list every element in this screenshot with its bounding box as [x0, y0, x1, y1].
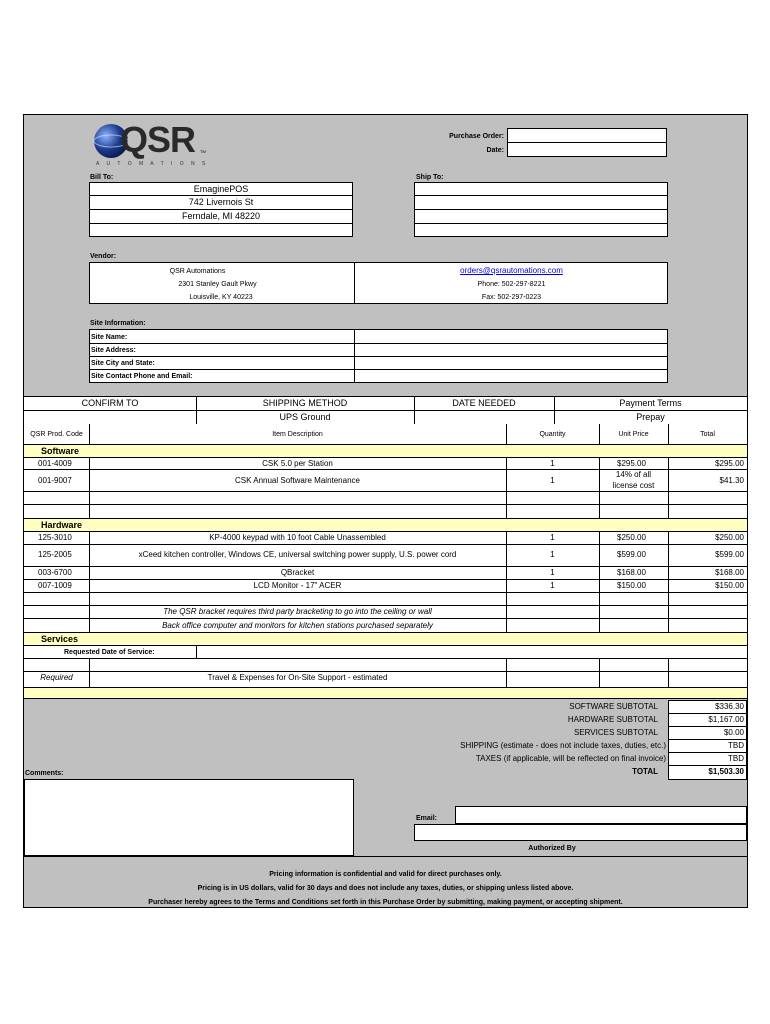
shipping-method-value: UPS Ground — [279, 412, 331, 422]
date-field[interactable] — [507, 142, 667, 157]
bill-to-line-1: EmaginePOS — [193, 184, 249, 194]
po-number-field[interactable] — [507, 128, 667, 143]
footer-line-1: Pricing information is confidential and valid for direct purchases only. — [269, 871, 502, 878]
authorized-by-label: Authorized By — [528, 845, 576, 852]
col-code-header: QSR Prod. Code — [30, 431, 83, 438]
table-row-description: CSK 5.0 per Station — [262, 459, 333, 468]
software-subtotal-label: SOFTWARE SUBTOTAL — [569, 702, 658, 711]
vendor-label: Vendor: — [90, 253, 117, 260]
table-row-total: $150.00 — [715, 581, 744, 590]
site-info-box[interactable] — [89, 329, 668, 383]
table-row-unit-price: $250.00 — [617, 533, 646, 542]
services-subtotal-label: SERVICES SUBTOTAL — [573, 728, 658, 737]
requested-date-label: Requested Date of Service: — [64, 649, 155, 656]
ship-to-box[interactable] — [414, 182, 668, 237]
site-name-label: Site Name: — [91, 334, 128, 341]
date-label: Date: — [486, 147, 504, 154]
col-total-header: Total — [700, 431, 715, 438]
date-needed-header: DATE NEEDED — [452, 398, 516, 408]
table-row-description: xCeed kitchen controller, Windows CE, universal switching power supply, U.S. power cord — [138, 550, 457, 559]
total-label: TOTAL — [632, 767, 658, 776]
table-row-total: $599.00 — [715, 550, 744, 559]
logo-subtitle: A U T O M A T I O N S — [96, 161, 209, 167]
software-subtotal-value: $336.30 — [715, 702, 744, 711]
table-row-total: $41.30 — [719, 476, 744, 485]
table-row-code: 001-4009 — [38, 459, 72, 468]
total-value: $1,503.30 — [708, 767, 744, 776]
totals-values-box — [668, 700, 747, 780]
shipping-label: SHIPPING (estimate - does not include taxes, duties, etc.) — [460, 741, 666, 750]
terms-table — [24, 396, 747, 426]
table-end-band — [24, 687, 747, 699]
table-row-unit-price: $150.00 — [617, 581, 646, 590]
table-row-unit-price: $599.00 — [617, 550, 646, 559]
hardware-section-label: Hardware — [41, 520, 83, 530]
site-city-label: Site City and State: — [91, 360, 155, 367]
site-contact-label: Site Contact Phone and Email: — [91, 373, 193, 380]
qsr-logo — [92, 120, 212, 168]
shipping-value: TBD — [728, 741, 744, 750]
hardware-section-band — [24, 519, 747, 531]
table-row-total: $295.00 — [715, 459, 744, 468]
table-row-quantity: 1 — [550, 568, 555, 577]
table-row-description: LCD Monitor - 17" ACER — [253, 581, 342, 590]
ship-to-label: Ship To: — [416, 174, 444, 181]
col-quantity-header: Quantity — [539, 431, 566, 438]
table-row-quantity: 1 — [550, 581, 555, 590]
po-label: Purchase Order: — [449, 133, 504, 140]
table-row-description: QBracket — [280, 568, 315, 577]
services-section-label: Services — [41, 634, 79, 644]
items-table — [24, 424, 747, 688]
vendor-fax: Fax: 502-297-0223 — [481, 294, 542, 301]
table-row-description: Travel & Expenses for On-Site Support - estimated — [207, 673, 388, 682]
table-row-description: KP-4000 keypad with 10 foot Cable Unassembled — [209, 533, 386, 542]
site-address-label: Site Address: — [91, 347, 136, 354]
table-row-code: 125-2005 — [38, 550, 72, 559]
note-back-office: Back office computer and monitors for kitchen stations purchased separately — [162, 621, 433, 630]
bill-to-label: Bill To: — [90, 174, 114, 181]
table-row-unit-price-line1: 14% of all — [615, 470, 652, 479]
hardware-subtotal-value: $1,167.00 — [708, 715, 744, 724]
table-row-code: 007-1009 — [38, 581, 72, 590]
table-row-unit-price: $295.00 — [617, 459, 646, 468]
site-info-label: Site Information: — [90, 320, 146, 327]
logo-tm: TM — [200, 149, 206, 154]
confirm-to-header: CONFIRM TO — [81, 398, 139, 408]
hardware-subtotal-label: HARDWARE SUBTOTAL — [567, 715, 658, 724]
note-bracket: The QSR bracket requires third party bracketing to go into the ceiling or wall — [163, 607, 432, 616]
comments-label: Comments: — [25, 770, 64, 777]
table-row-total: $168.00 — [715, 568, 744, 577]
software-section-label: Software — [41, 446, 80, 456]
footer-line-3: Purchaser hereby agrees to the Terms and Conditions set forth in this Purchase Order by submitting, making payment, or accepting shipment. — [148, 899, 623, 906]
payment-terms-header: Payment Terms — [619, 398, 682, 408]
taxes-value: TBD — [728, 754, 744, 763]
payment-terms-value: Prepay — [636, 412, 665, 422]
table-row-quantity: 1 — [550, 476, 555, 485]
table-row-quantity: 1 — [550, 550, 555, 559]
table-row-description: CSK Annual Software Maintenance — [235, 476, 360, 485]
purchase-order-form — [23, 114, 748, 908]
vendor-email-link[interactable]: orders@qsrautomations.com — [460, 266, 563, 275]
services-subtotal-value: $0.00 — [723, 728, 744, 737]
vendor-city: Louisville, KY 40223 — [189, 294, 253, 301]
bill-to-box[interactable] — [89, 182, 353, 237]
bill-to-line-3: Ferndale, MI 48220 — [181, 211, 261, 221]
vendor-street: 2301 Stanley Gault Pkwy — [178, 281, 257, 288]
authorized-by-field[interactable] — [414, 824, 747, 841]
taxes-label: TAXES (if applicable, will be reflected on final invoice) — [475, 754, 666, 763]
table-row-quantity: 1 — [550, 533, 555, 542]
col-unit-price-header: Unit Price — [618, 431, 649, 438]
table-row-code: 001-9007 — [38, 476, 72, 485]
col-description-header: Item Description — [272, 431, 323, 438]
services-section-band — [24, 633, 747, 645]
footer-line-2: Pricing is in US dollars, valid for 30 days and does not include any taxes, duties, or shipping unless listed above. — [197, 885, 574, 892]
table-row-code: 125-3010 — [38, 533, 72, 542]
email-field[interactable] — [455, 806, 747, 824]
bill-to-line-2: 742 Livernois St — [188, 197, 254, 207]
vendor-phone: Phone: 502-297-8221 — [477, 281, 546, 288]
vendor-box — [89, 262, 668, 304]
email-label: Email: — [416, 815, 438, 822]
table-row-code: 003-6700 — [38, 568, 72, 577]
table-row-quantity: 1 — [550, 459, 555, 468]
table-row-unit-price-line2: license cost — [612, 481, 655, 490]
shipping-method-header: SHIPPING METHOD — [262, 398, 348, 408]
logo-text: QSR — [120, 119, 196, 160]
software-section-band — [24, 445, 747, 457]
vendor-name: QSR Automations — [169, 268, 226, 275]
table-row-code: Required — [40, 673, 73, 682]
table-row-total: $250.00 — [715, 533, 744, 542]
comments-field[interactable] — [24, 779, 354, 856]
table-row-unit-price: $168.00 — [617, 568, 646, 577]
